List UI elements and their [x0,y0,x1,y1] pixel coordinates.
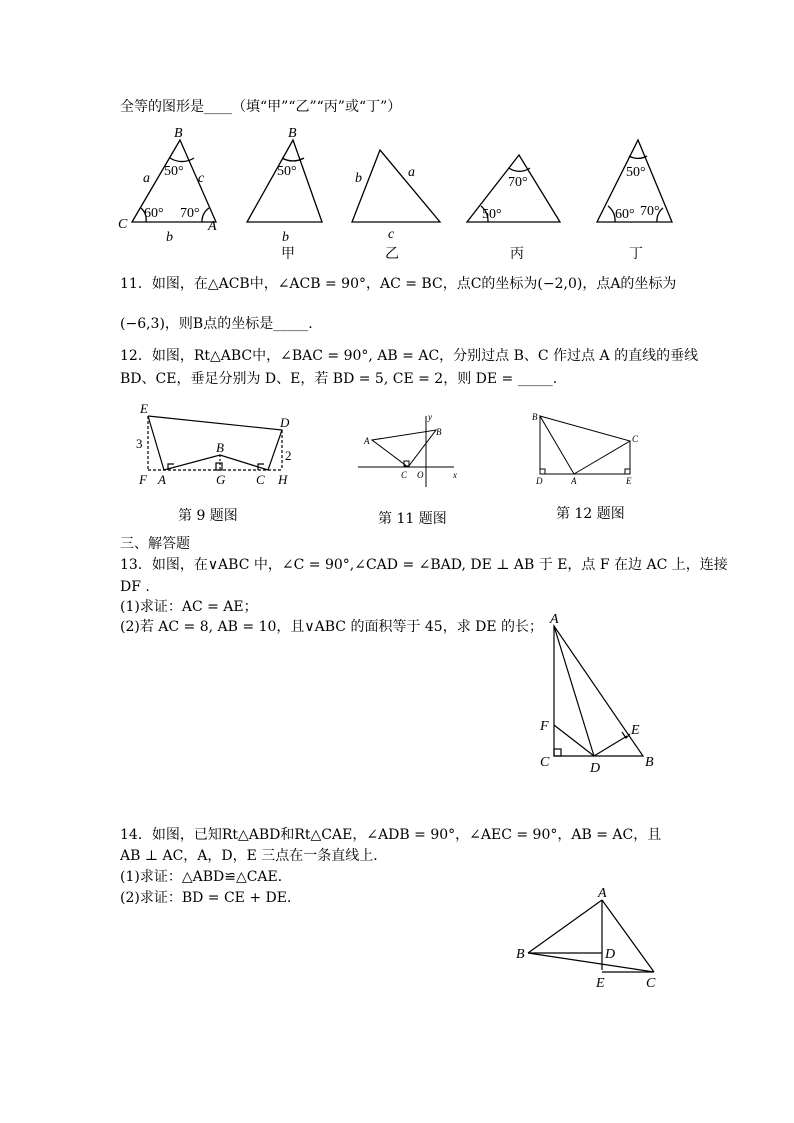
main-label-A: A [208,219,217,234]
yi-name: 乙 [385,247,399,262]
main-angle-C: 60° [144,206,164,221]
q13-fig-E: E [631,723,640,738]
q14-fig-B: B [516,947,525,962]
q14-part1: (1)求证：△ABD≌△CAE． [120,869,292,885]
q13-fig-B: B [645,755,654,770]
fig11-B: B [436,427,442,437]
section-heading: 三、解答题 [120,536,190,552]
q13-fig-C: C [540,755,550,770]
fig9-D: D [280,415,290,430]
q13-part1: (1)求证：AC = AE； [120,599,258,615]
main-side-b: b [166,230,173,245]
ding-angle-top: 50° [626,165,646,180]
main-side-a: a [143,171,150,186]
q13-fig-A: A [550,612,559,627]
main-label-B: B [174,126,183,141]
fig11-caption: 第 11 题图 [378,511,447,527]
fig9-F: F [139,472,147,487]
fig12-A: A [571,476,577,486]
q14-part2: (2)求证：BD = CE + DE． [120,890,301,906]
fig12-D: D [536,476,543,486]
fig11-O: O [417,470,424,480]
congruence-triangles-figure [110,118,690,263]
q11-line2: (−6,3)，则B点的坐标是_____. [120,316,313,332]
q14-line2: AB ⊥ AC，A，D，E 三点在一条直线上． [120,848,388,864]
fig9-len2: 2 [285,448,292,463]
q14-fig-A: A [598,886,607,901]
fig12-E: E [626,476,632,486]
ding-angle-right: 70° [640,204,660,219]
fig12-B: B [532,412,538,422]
q13-fig-D: D [590,761,601,776]
main-angle-A: 70° [180,206,200,221]
q14-fig-E: E [596,976,605,991]
q13-figure [535,612,665,777]
fig9-E: E [140,401,148,416]
yi-side-b: b [355,171,362,186]
jia-name: 甲 [281,247,295,262]
bing-name: 丙 [510,247,524,262]
fig11-A: A [364,436,370,446]
q14-fig-C: C [646,976,656,991]
yi-side-c: c [388,227,395,242]
yi-side-a: a [408,165,415,180]
jia-label-B: B [288,126,297,141]
fig9-len3: 3 [136,436,143,451]
fig9-caption: 第 9 题图 [178,508,238,524]
main-angle-B: 50° [164,164,184,179]
q13-line2: DF . [120,579,150,595]
q13-fig-F: F [540,719,549,734]
fig9-H: H [278,472,288,487]
q12-line1: 12．如图，Rt△ABC中，∠BAC = 90°, AB = AC，分别过点 B、C 作过点 A 的直线的垂线 [120,348,699,364]
jia-side-b: b [282,230,289,245]
figure-11 [350,410,460,490]
fig11-y: y [428,412,432,422]
fig9-C: C [256,472,265,487]
q10-text: 全等的图形是____（填“甲”“乙”“丙”或“丁”） [120,99,402,115]
fig9-G: G [216,472,226,487]
figure-9 [130,400,300,492]
q13-part2: (2)若 AC = 8, AB = 10，且∨ABC 的面积等于 45，求 DE 的长； [120,619,544,635]
main-label-C: C [118,217,128,232]
fig11-C: C [401,470,408,480]
q12-line2: BD、CE，垂足分别为 D、E，若 BD = 5, CE = 2，则 DE = _____. [120,371,558,387]
q14-line1: 14．如图，已知Rt△ABD和Rt△CAE，∠ADB = 90°，∠AEC = 90°，AB = AC，且 [120,827,662,843]
bing-angle-top: 70° [508,175,528,190]
fig9-B: B [216,440,224,455]
q14-fig-D: D [605,947,616,962]
q13-line1: 13．如图，在∨ABC 中，∠C = 90°,∠CAD = ∠BAD, DE ⊥ AB 于 E，点 F 在边 AC 上，连接 [120,557,728,573]
fig11-x: x [453,470,457,480]
fig12-caption: 第 12 题图 [556,506,625,522]
ding-angle-left: 60° [615,207,635,222]
q11-line1: 11．如图，在△ACB中，∠ACB = 90°，AC = BC，点C的坐标为(−2,0)，点A的坐标为 [120,276,677,292]
main-side-c: c [198,171,205,186]
q14-figure [512,880,672,992]
ding-name: 丁 [629,247,643,262]
fig9-A: A [158,472,166,487]
fig12-C: C [632,434,639,444]
jia-angle-B: 50° [277,164,297,179]
bing-angle-left: 50° [482,207,502,222]
figure-12 [528,408,646,490]
